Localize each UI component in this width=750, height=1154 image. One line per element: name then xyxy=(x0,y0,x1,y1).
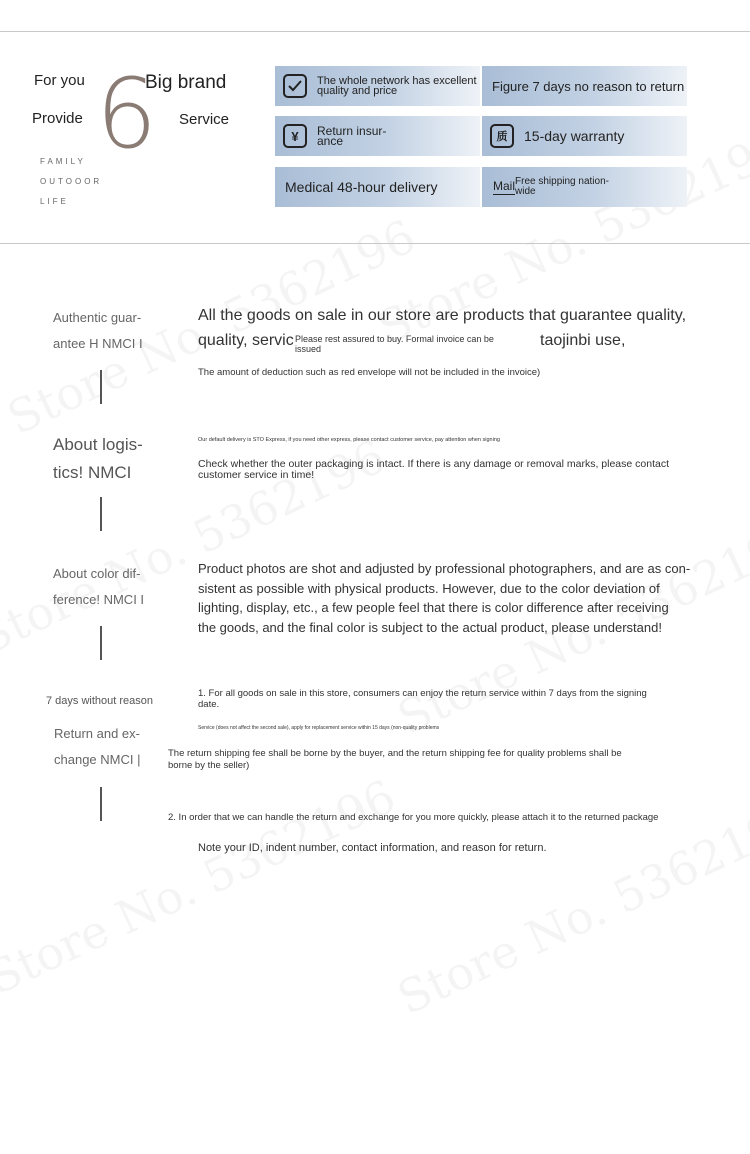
logistics-connector xyxy=(100,497,102,531)
returns-label-line1: Return and ex- xyxy=(54,726,140,741)
authentic-main-text-2b: taojinbi use, xyxy=(540,332,626,349)
check-icon xyxy=(283,74,307,98)
color-connector xyxy=(100,626,102,660)
badge-figure7-label: Figure 7 days no reason to return xyxy=(492,78,685,94)
returns-fee-line1: The return shipping fee shall be borne by the buyer, and the return shipping fee for quality problems shall be xyxy=(168,748,622,759)
logistics-label-line1: About logis- xyxy=(53,435,143,454)
authentic-note: The amount of deduction such as red envelope will not be included in the invoice) xyxy=(198,367,541,378)
top-divider xyxy=(0,31,750,32)
badge-medical-delivery xyxy=(275,167,480,207)
returns-item1-line2: date. xyxy=(198,699,220,710)
big-six-numeral: 6 xyxy=(96,58,158,170)
logistics-main-line2: customer service in time! xyxy=(198,469,315,481)
returns-fee-line2: borne by the seller) xyxy=(168,760,250,771)
color-label xyxy=(53,561,163,613)
badge-free-shipping xyxy=(482,167,687,207)
badge-mail-text: Mail xyxy=(493,179,516,193)
quality-icon: 质 xyxy=(490,124,514,148)
badge-network-quality xyxy=(275,66,480,106)
logistics-tiny-note: Our default delivery is STO Express, if you need other express, please contact customer service, pay attention when signing xyxy=(198,437,500,443)
authentic-invoice-overlay xyxy=(295,334,494,354)
badge-insurance-line1: Return insur- xyxy=(317,124,387,138)
service-text: Service xyxy=(179,111,230,128)
header-divider xyxy=(0,243,750,244)
authentic-label-line2: antee H NMCI I xyxy=(53,336,143,351)
outdoor-label: OUTOOOR xyxy=(40,177,103,186)
returns-label-line2: change NMCI | xyxy=(54,752,141,767)
color-line4: the goods, and the final color is subject to the actual product, please understand! xyxy=(198,619,662,635)
returns-item1-line1: 1. For all goods on sale in this store, consumers can enjoy the return service within 7 days from the signing xyxy=(198,688,647,699)
badge-shipping-line2: wide xyxy=(515,186,536,197)
authentic-connector xyxy=(100,370,102,404)
badge-insurance-line2: ance xyxy=(317,134,344,148)
returns-item2: 2. In order that we can handle the return and exchange for you more quickly, please attach it to the returned package xyxy=(168,812,659,823)
returns-connector xyxy=(100,787,102,821)
logistics-main-text xyxy=(198,459,669,481)
color-line1: Product photos are shot and adjusted by professional photographers, and are as con- xyxy=(198,561,691,576)
provide-text: Provide xyxy=(32,110,83,127)
badge-15-day-warranty xyxy=(482,116,687,156)
badge-medical-label: Medical 48-hour delivery xyxy=(285,179,438,195)
returns-top-label: 7 days without reason xyxy=(46,695,154,707)
watermark xyxy=(0,769,403,1005)
for-you-text: For you xyxy=(34,72,85,89)
yen-icon: ¥ xyxy=(283,124,307,148)
big-brand-text: Big brand xyxy=(145,72,227,93)
watermark xyxy=(389,789,750,1025)
color-line3: lighting, display, etc., a few people feel that there is color difference after receiving xyxy=(198,600,669,615)
badge-warranty-label: 15-day warranty xyxy=(524,128,625,144)
family-label: FAMILY xyxy=(40,157,86,166)
badge-shipping-line1: Free shipping nation- xyxy=(515,176,609,187)
life-label: LIFE xyxy=(40,197,69,206)
returns-fee-text xyxy=(168,748,622,772)
authentic-label xyxy=(53,305,163,357)
authentic-overlay-line2: issued xyxy=(295,344,322,354)
color-line2: sistent as possible with physical products. However, due to the color deviation of xyxy=(198,580,660,596)
authentic-main-text: All the goods on sale in our store are products that guarantee quality, xyxy=(198,307,687,324)
logistics-label-line2: tics! NMCI xyxy=(53,463,132,482)
badge-network-line2: quality and price xyxy=(317,85,398,97)
color-label-line2: ference! NMCI I xyxy=(53,592,145,607)
badge-figure-7-days xyxy=(482,66,687,106)
color-paragraph xyxy=(198,559,690,637)
logistics-main-line1: Check whether the outer packaging is intact. If there is any damage or removal marks, please contact xyxy=(198,458,669,470)
returns-label xyxy=(54,721,164,773)
authentic-label-line1: Authentic guar- xyxy=(53,310,142,325)
returns-item1 xyxy=(198,688,647,710)
logistics-label xyxy=(53,431,163,487)
color-label-line1: About color dif- xyxy=(53,566,141,581)
badge-network-line1: The whole network has excellent xyxy=(317,75,477,87)
authentic-overlay-line1: Please rest assured to buy. Formal invoice can be xyxy=(295,334,494,344)
returns-note: Note your ID, indent number, contact information, and reason for return. xyxy=(198,842,547,854)
badge-return-insurance xyxy=(275,116,480,156)
returns-tiny-note: Service (does not affect the second sale), apply for replacement service within 15 days (non-quality problems xyxy=(198,725,440,731)
authentic-main-text-2a: quality, servic xyxy=(198,332,294,349)
